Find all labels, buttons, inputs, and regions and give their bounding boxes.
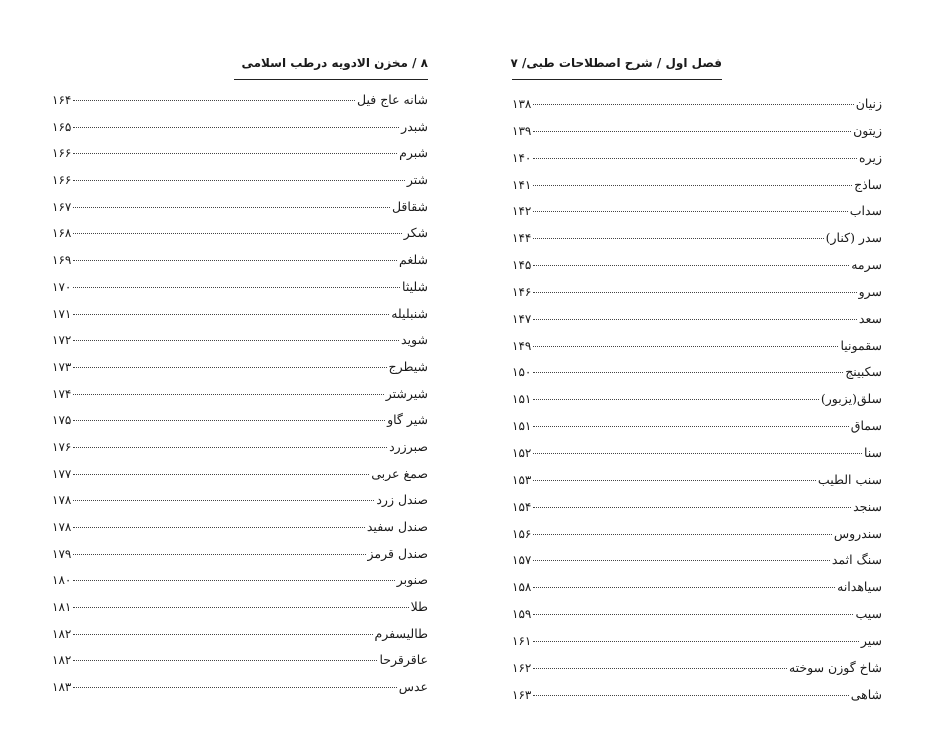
entry-page-number: ۱۵۴ xyxy=(512,499,532,514)
dot-leader xyxy=(533,668,787,669)
toc-entry xyxy=(512,552,882,579)
entry-page-number: ۱۶۶ xyxy=(52,173,72,188)
entry-page-number: ۱۶۳ xyxy=(512,687,532,702)
dot-leader xyxy=(533,372,843,373)
entry-page-number: ۱۳۸ xyxy=(512,97,532,111)
entry-term: سنا xyxy=(863,444,882,460)
toc-entry xyxy=(52,252,428,279)
entry-page-number: ۱۷۹ xyxy=(52,546,72,561)
right-page-header: فصل اول / شرح اصطلاحات طبی/ ۷ xyxy=(510,56,722,70)
entry-page-number: ۱۷۸ xyxy=(52,493,72,508)
toc-entry xyxy=(52,172,428,199)
entry-term: شوید xyxy=(401,332,428,348)
entry-term: زنیان xyxy=(855,96,882,111)
toc-entry xyxy=(52,466,428,493)
toc-entry xyxy=(52,225,428,252)
entry-page-number: ۱۴۹ xyxy=(512,338,532,353)
left-header-rule xyxy=(234,79,428,80)
dot-leader xyxy=(73,233,401,234)
dot-leader xyxy=(533,614,853,615)
entry-page-number: ۱۵۷ xyxy=(512,553,532,568)
toc-entry xyxy=(512,311,882,338)
dot-leader xyxy=(533,426,848,427)
toc-entry xyxy=(512,123,882,150)
entry-term: شبدر xyxy=(401,118,428,134)
entry-term: شکر xyxy=(403,225,428,241)
entry-page-number: ۱۶۶ xyxy=(52,146,72,161)
entry-page-number: ۱۴۲ xyxy=(512,204,532,219)
dot-leader xyxy=(533,534,832,535)
toc-entry xyxy=(52,439,428,466)
entry-term: صمغ عربی xyxy=(371,465,428,481)
toc-entry xyxy=(512,499,882,526)
toc-entry xyxy=(512,579,882,606)
entry-term: صنوبر xyxy=(396,572,428,588)
toc-entry xyxy=(512,364,882,391)
toc-entry xyxy=(512,284,882,311)
entry-term: سقمونیا xyxy=(840,337,882,353)
entry-page-number: ۱۴۱ xyxy=(512,177,532,192)
toc-entry xyxy=(52,306,428,333)
dot-leader xyxy=(533,319,857,320)
entry-page-number: ۱۸۰ xyxy=(52,573,72,588)
entry-page-number: ۱۷۲ xyxy=(52,333,72,348)
dot-leader xyxy=(533,104,853,105)
entry-term: سلق(یزبور) xyxy=(820,391,882,407)
entry-page-number: ۱۶۸ xyxy=(52,226,72,241)
entry-term: شلیثا xyxy=(402,278,428,294)
toc-entry xyxy=(512,391,882,418)
dot-leader xyxy=(533,560,830,561)
entry-page-number: ۱۵۸ xyxy=(512,580,532,595)
entry-page-number: ۱۶۵ xyxy=(52,119,72,134)
entry-page-number: ۱۴۶ xyxy=(512,284,532,299)
entry-page-number: ۱۸۲ xyxy=(52,626,72,641)
dot-leader xyxy=(73,607,408,608)
entry-term: سرو xyxy=(858,283,882,299)
dot-leader xyxy=(73,180,405,181)
right-page xyxy=(512,0,882,745)
toc-entry xyxy=(52,572,428,599)
entry-page-number: ۱۸۱ xyxy=(52,600,72,615)
dot-leader xyxy=(533,695,848,696)
entry-page-number: ۱۸۳ xyxy=(52,680,72,695)
entry-page-number: ۱۵۱ xyxy=(512,419,532,434)
entry-page-number: ۱۵۶ xyxy=(512,526,532,541)
toc-entry xyxy=(52,119,428,146)
toc-entry xyxy=(52,386,428,413)
entry-term: شاهی xyxy=(850,686,882,702)
dot-leader xyxy=(73,527,365,528)
entry-page-number: ۱۷۳ xyxy=(52,359,72,374)
toc-entry xyxy=(52,492,428,519)
right-toc-list xyxy=(512,96,882,713)
toc-entry xyxy=(512,338,882,365)
entry-term: شانه عاج فیل xyxy=(357,92,428,107)
entry-term: سکبینج xyxy=(845,364,882,380)
entry-page-number: ۱۴۵ xyxy=(512,258,532,273)
entry-page-number: ۱۶۷ xyxy=(52,199,72,214)
toc-entry xyxy=(512,203,882,230)
toc-entry xyxy=(512,472,882,499)
left-toc-list xyxy=(52,92,428,706)
dot-leader xyxy=(533,399,819,400)
toc-entry xyxy=(52,332,428,359)
entry-page-number: ۱۵۹ xyxy=(512,607,532,622)
entry-term: سنجد xyxy=(853,498,882,514)
entry-term: شبرم xyxy=(399,145,428,161)
dot-leader xyxy=(73,394,383,395)
toc-entry xyxy=(512,526,882,553)
toc-entry xyxy=(512,418,882,445)
entry-page-number: ۱۴۰ xyxy=(512,150,532,165)
entry-page-number: ۱۶۱ xyxy=(512,633,532,648)
entry-term: سعد xyxy=(858,310,882,326)
entry-term: شلغم xyxy=(399,252,428,268)
toc-entry xyxy=(512,150,882,177)
toc-entry xyxy=(52,599,428,626)
toc-entry xyxy=(512,96,882,123)
toc-entry xyxy=(52,412,428,439)
toc-entry xyxy=(512,257,882,284)
dot-leader xyxy=(73,500,374,501)
dot-leader xyxy=(73,367,386,368)
toc-entry xyxy=(512,606,882,633)
entry-term: سداب xyxy=(849,203,882,219)
entry-page-number: ۱۵۲ xyxy=(512,445,532,460)
entry-term: زیره xyxy=(859,149,882,165)
dot-leader xyxy=(73,287,400,288)
entry-term: شقاقل xyxy=(391,198,428,214)
dot-leader xyxy=(73,554,365,555)
dot-leader xyxy=(73,447,387,448)
entry-page-number: ۱۷۱ xyxy=(52,306,72,321)
dot-leader xyxy=(73,314,389,315)
entry-term: صندل زرد xyxy=(376,492,428,508)
entry-term: شاخ گوزن سوخته xyxy=(788,659,882,675)
dot-leader xyxy=(73,634,372,635)
entry-term: سندروس xyxy=(833,525,882,541)
entry-term: ساذج xyxy=(854,176,882,192)
entry-term: سرمه xyxy=(851,257,882,273)
toc-entry xyxy=(52,199,428,226)
toc-entry xyxy=(52,359,428,386)
entry-term: طلا xyxy=(410,599,428,615)
toc-entry xyxy=(52,546,428,573)
entry-page-number: ۱۶۴ xyxy=(52,93,72,107)
toc-entry xyxy=(512,687,882,714)
toc-entry xyxy=(512,660,882,687)
dot-leader xyxy=(533,158,857,159)
dot-leader xyxy=(533,265,849,266)
entry-page-number: ۱۶۲ xyxy=(512,660,532,675)
entry-page-number: ۱۸۲ xyxy=(52,653,72,668)
dot-leader xyxy=(73,420,385,421)
dot-leader xyxy=(533,480,816,481)
entry-term: شیر گاو xyxy=(387,412,428,428)
entry-page-number: ۱۷۴ xyxy=(52,386,72,401)
entry-term: صندل سفید xyxy=(366,519,428,534)
dot-leader xyxy=(533,185,852,186)
entry-term: زیتون xyxy=(853,122,882,138)
dot-leader xyxy=(533,292,856,293)
toc-entry xyxy=(512,177,882,204)
entry-term: عدس xyxy=(398,679,428,695)
left-page xyxy=(52,0,428,745)
dot-leader xyxy=(73,580,394,581)
dot-leader xyxy=(73,340,399,341)
entry-page-number: ۱۵۱ xyxy=(512,392,532,407)
dot-leader xyxy=(533,211,847,212)
entry-page-number: ۱۷۰ xyxy=(52,279,72,294)
dot-leader xyxy=(533,641,859,642)
entry-page-number: ۱۶۹ xyxy=(52,253,72,268)
entry-page-number: ۱۷۸ xyxy=(52,520,72,534)
entry-page-number: ۱۵۰ xyxy=(512,365,532,380)
entry-page-number: ۱۳۹ xyxy=(512,123,532,138)
entry-page-number: ۱۴۷ xyxy=(512,311,532,326)
dot-leader xyxy=(533,507,851,508)
entry-term: شنبلیله xyxy=(391,305,428,321)
dot-leader xyxy=(73,100,355,101)
entry-term: سنب الطیب xyxy=(817,471,882,487)
entry-term: سماق xyxy=(850,418,882,434)
entry-term: عاقرقرحا xyxy=(379,652,428,668)
left-page-header: ۸ / مخزن الادویه درطب اسلامی xyxy=(241,56,428,70)
entry-term: صبرزرد xyxy=(389,438,428,454)
entry-page-number: ۱۷۶ xyxy=(52,439,72,454)
toc-entry xyxy=(512,633,882,660)
entry-term: شیطرج xyxy=(388,358,428,374)
entry-term: سیر xyxy=(860,632,882,648)
dot-leader xyxy=(73,687,396,688)
toc-entry xyxy=(52,92,428,119)
dot-leader xyxy=(533,238,823,239)
toc-entry xyxy=(52,519,428,546)
toc-entry xyxy=(52,652,428,679)
toc-entry xyxy=(512,445,882,472)
entry-term: طالیسفرم xyxy=(374,625,428,641)
dot-leader xyxy=(533,131,851,132)
dot-leader xyxy=(73,127,399,128)
dot-leader xyxy=(533,346,838,347)
right-header-rule xyxy=(512,79,722,80)
toc-entry xyxy=(52,679,428,706)
toc-entry xyxy=(52,279,428,306)
entry-term: سدر (کنار) xyxy=(825,230,882,246)
toc-entry xyxy=(512,230,882,257)
entry-term: سنگ اثمد xyxy=(831,552,882,568)
entry-page-number: ۱۴۴ xyxy=(512,231,532,246)
toc-entry xyxy=(52,626,428,653)
dot-leader xyxy=(73,474,369,475)
dot-leader xyxy=(533,587,835,588)
entry-term: سیب xyxy=(855,606,882,622)
dot-leader xyxy=(73,260,397,261)
dot-leader xyxy=(533,453,862,454)
entry-page-number: ۱۷۷ xyxy=(52,466,72,481)
entry-term: شیرشتر xyxy=(385,385,428,401)
entry-page-number: ۱۷۵ xyxy=(52,413,72,428)
entry-term: سیاهدانه xyxy=(837,579,882,595)
toc-entry xyxy=(52,145,428,172)
entry-term: شتر xyxy=(406,172,428,188)
dot-leader xyxy=(73,153,397,154)
entry-page-number: ۱۵۳ xyxy=(512,472,532,487)
dot-leader xyxy=(73,207,390,208)
entry-term: صندل قرمز xyxy=(367,545,428,561)
dot-leader xyxy=(73,660,377,661)
